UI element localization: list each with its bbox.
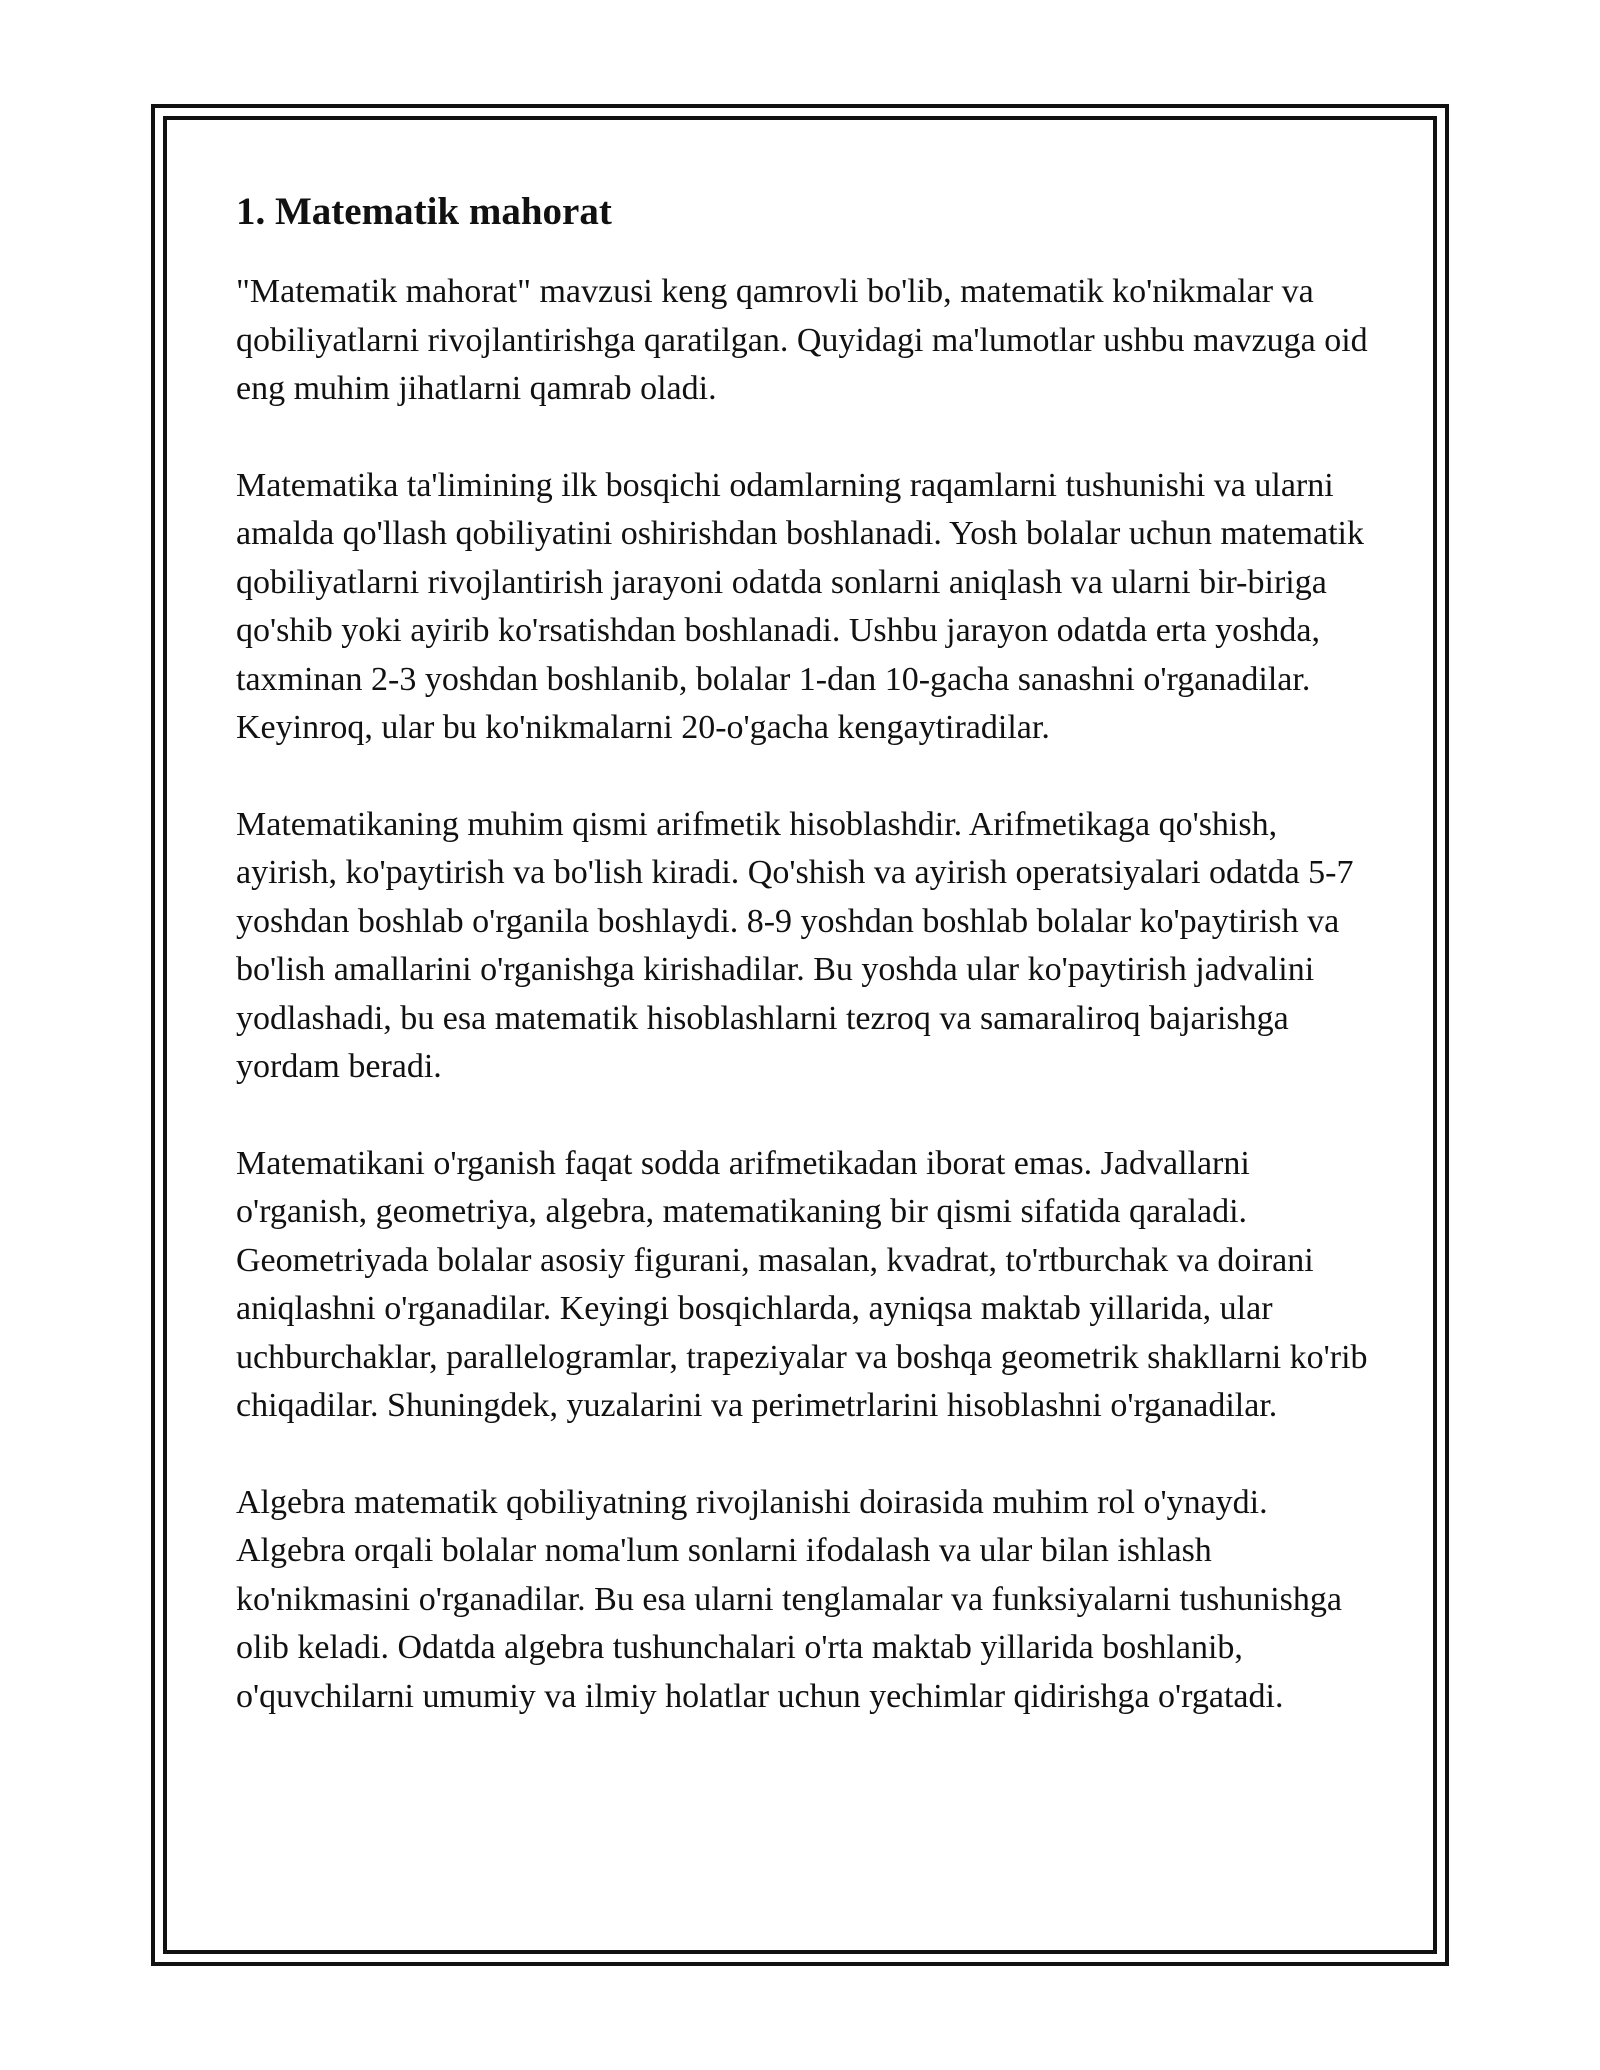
paragraph-early-stage: Matematika ta'limining ilk bosqichi odamlarning raqamlarni tushunishi va ularni amalda qo'llash qobiliyatini oshirishdan boshlanadi. Yosh bolalar uchun matematik qobiliyatlarni rivojlantirish jarayoni odatda sonlarni aniqlash va ularni bir-biriga qo'shib yoki ayirib ko'rsatishdan boshlanadi. Ushbu jarayon odatda erta yoshda, taxminan 2-3 yoshdan boshlanib, bolalar 1-dan 10-gacha sanashni o'rganadilar. Keyinroq, ular bu ko'nikmalarni 20-o'gacha kengaytiradilar. — [236, 466, 1364, 746]
paragraph-geometry: Matematikani o'rganish faqat sodda arifmetikadan iborat emas. Jadvallarni o'rganish, geometriya, algebra, matematikaning bir qismi sifatida qaraladi. Geometriyada bolalar asosiy figurani, masalan, kvadrat, to'rtburchak va doirani aniqlashni o'rganadilar. Keyingi bosqichlarda, ayniqsa maktab yillarida, ular uchburchaklar, parallelogramlar, trapeziyalar va boshqa geometrik shakllarni ko'rib chiqadilar. Shuningdek, yuzalarini va perimetrlarini hisoblashni o'rganadilar. — [236, 1144, 1368, 1424]
paragraph-arithmetic: Matematikaning muhim qismi arifmetik hisoblashdir. Arifmetikaga qo'shish, ayirish, ko'paytirish va bo'lish kiradi. Qo'shish va ayirish operatsiyalari odatda 5-7 yoshdan boshlab o'rganila boshlaydi. 8-9 yoshdan boshlab bolalar ko'paytirish va bo'lish amallarini o'rganishga kirishadilar. Bu yoshda ular ko'paytirish jadvalini yodlashadi, bu esa matematik hisoblashlarni tezroq va samaraliroq bajarishga yordam beradi. — [236, 805, 1354, 1085]
section-heading: 1. Matematik mahorat — [236, 190, 612, 233]
paragraph-intro: "Matematik mahorat" mavzusi keng qamrovli bo'lib, matematik ko'nikmalar va qobiliyatlarni rivojlantirishga qaratilgan. Quyidagi ma'lumotlar ushbu mavzuga oid eng muhim jihatlarni qamrab oladi. — [236, 273, 1368, 407]
paragraph-algebra: Algebra matematik qobiliyatning rivojlanishi doirasida muhim rol o'ynaydi. Algebra orqali bolalar noma'lum sonlarni ifodalash va ular bilan ishlash ko'nikmasini o'rganadilar. Bu esa ularni tenglamalar va funksiyalarni tushunishga olib keladi. Odatda algebra tushunchalari o'rta maktab yillarida boshlanib, o'quvchilarni umumiy va ilmiy holatlar uchun yechimlar qidirishga o'rgatadi. — [236, 1483, 1342, 1715]
document-body — [236, 186, 1376, 1769]
